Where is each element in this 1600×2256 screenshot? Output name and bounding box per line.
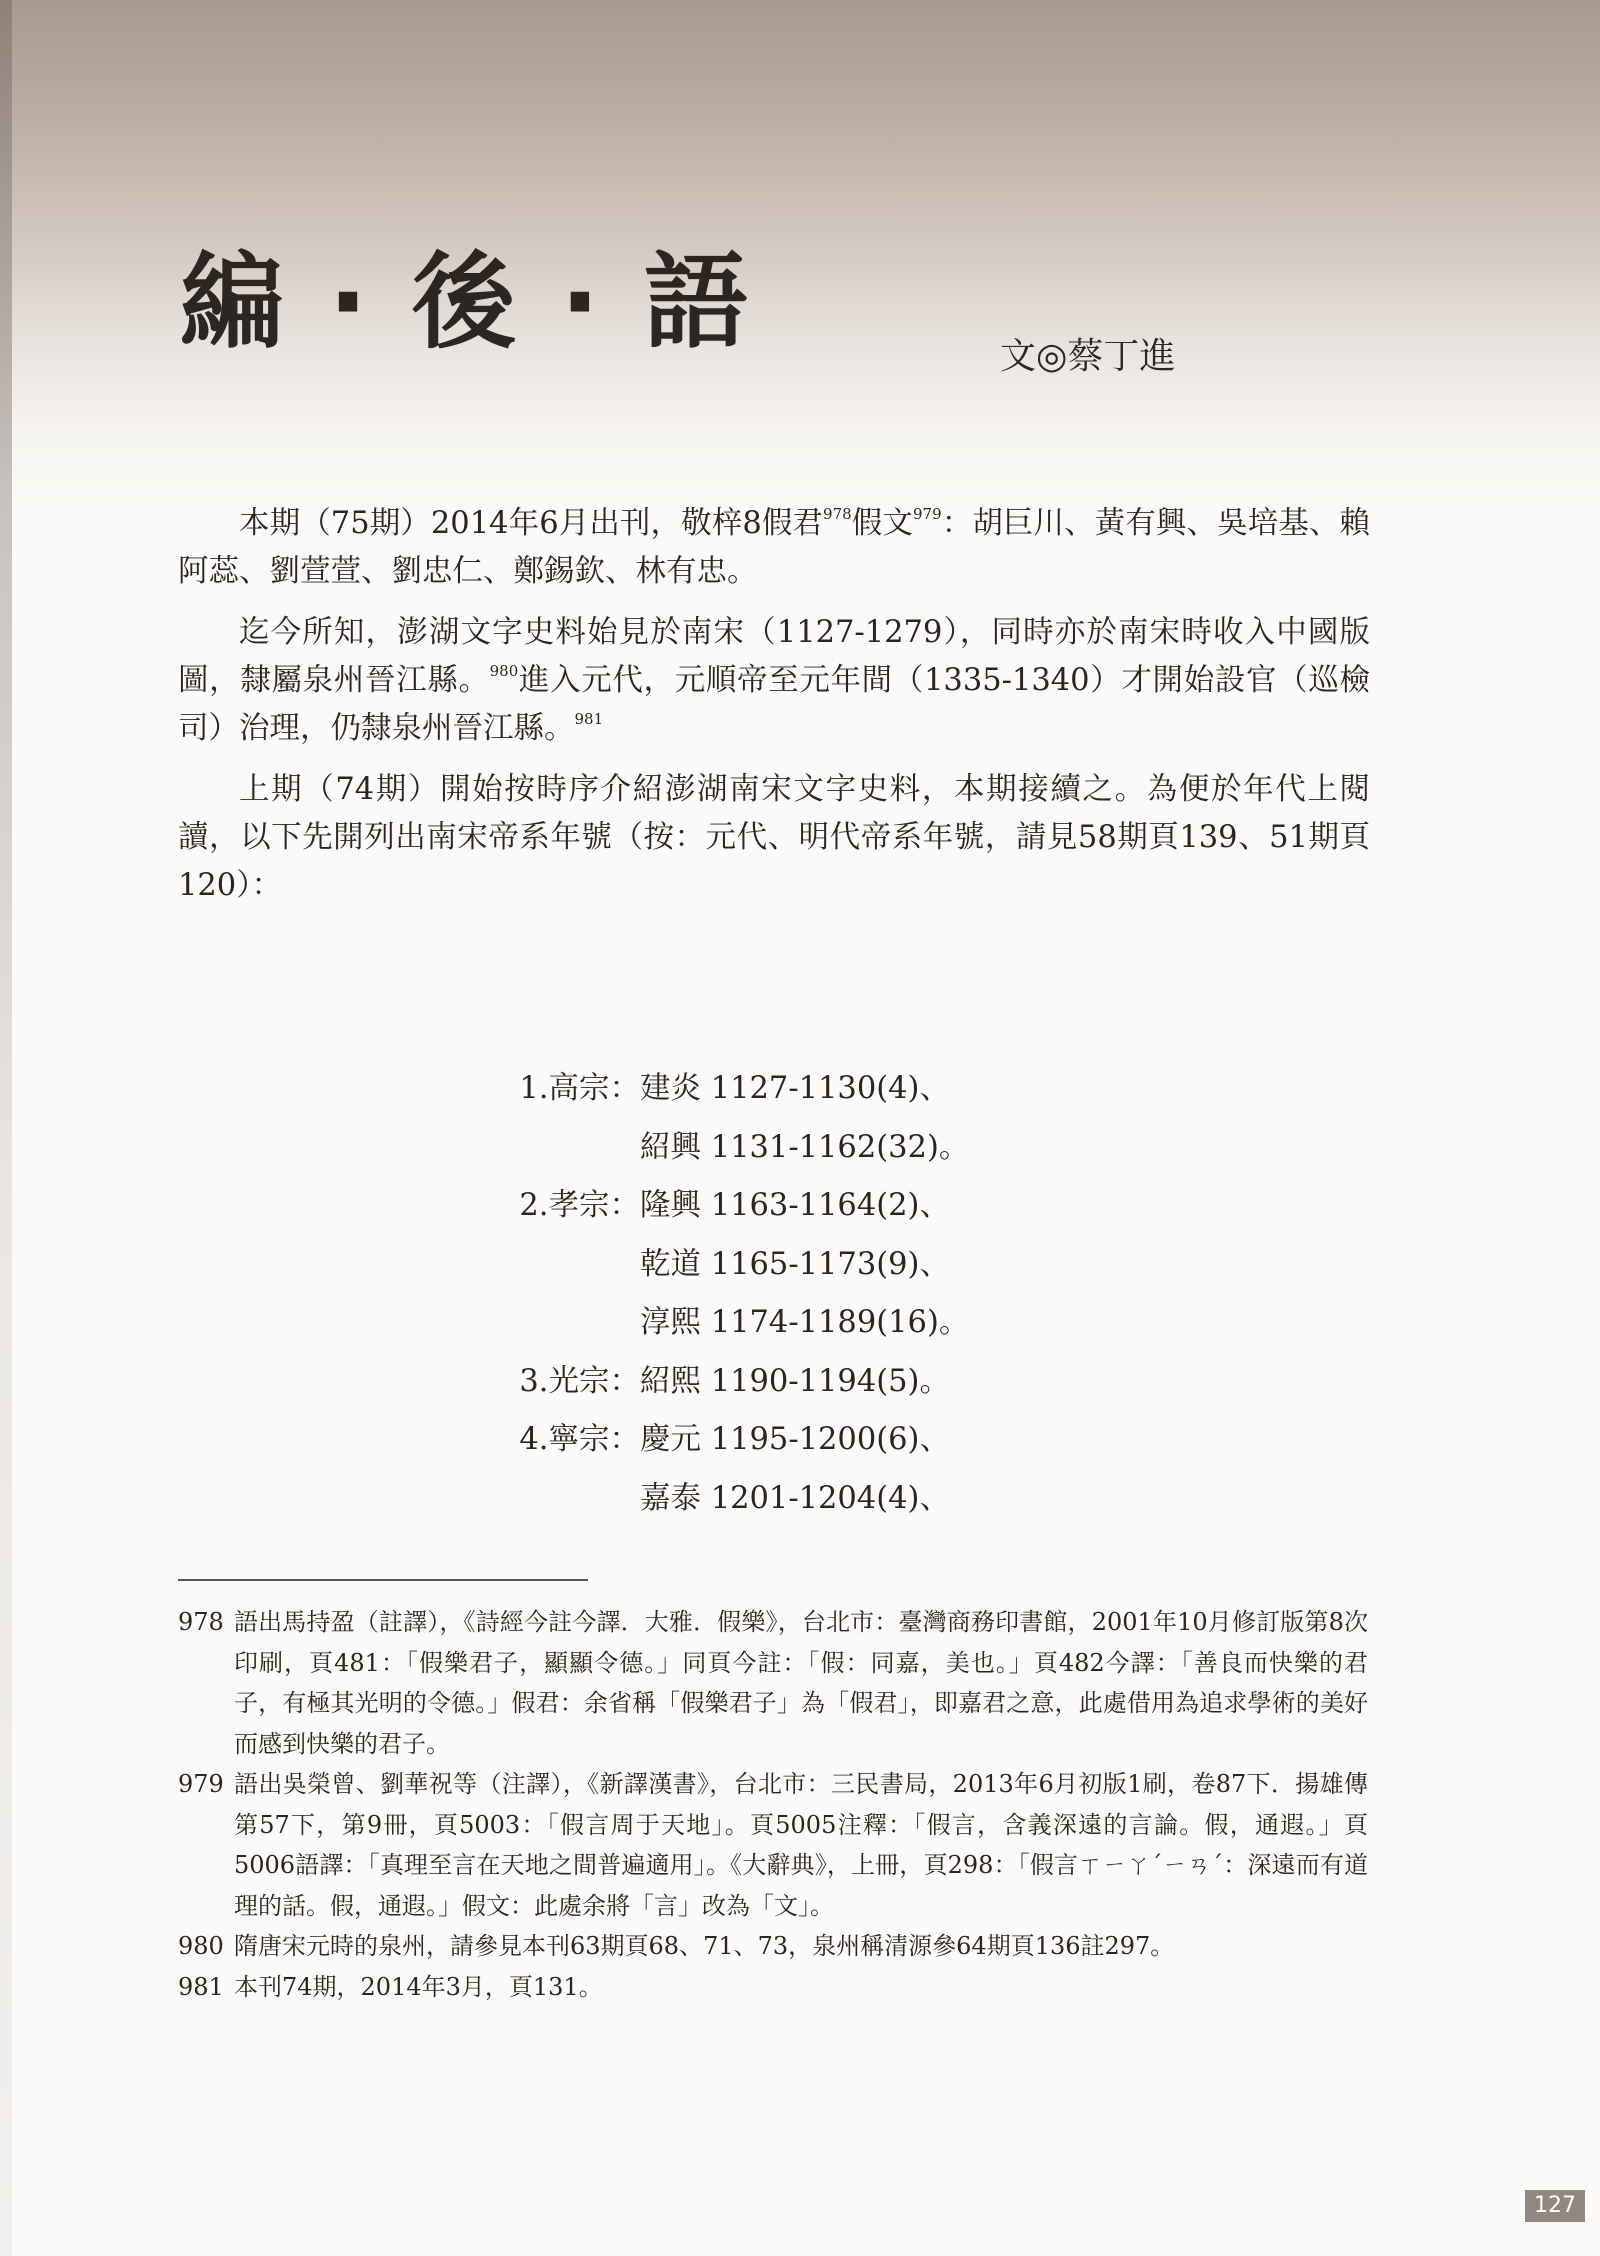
emperor-label: 1.高宗： [519,1071,640,1106]
era-entry: 淳熙 1174-1189(16)。 [640,1305,970,1340]
era-entry: 紹熙 1190-1194(5)。 [640,1363,950,1399]
footnote-text: 語出馬持盈（註譯），《詩經今註今譯．大雅．假樂》，台北市：臺灣商務印書館，2001年10月修訂版第8次印刷，頁481：「假樂君子，顯顯令德。」同頁今註：「假：同嘉，美也。」頁482今譯：「善良而快樂的君子，有極其光明的令德。」假君：余省稱「假樂君子」為「假君」，即嘉君之意，此處借用為追求學術的美好而感到快樂的君子。 [234,1608,1368,1758]
footnote-979 [178,1764,1368,1926]
reign-row [500,1060,969,1119]
footnote-number: 981 [178,1972,224,2001]
footnote-number: 980 [178,1932,224,1960]
era-entry: 紹興 1131-1162(32)。 [640,1129,970,1165]
reign-row [500,1470,969,1529]
emperor-label [500,1294,640,1353]
reign-list [500,1060,969,1528]
emperor-label [500,1119,640,1178]
page-title: 編 · 後 · 語 [180,241,752,363]
reign-row [500,1294,969,1353]
footnote-number: 979 [178,1770,224,1798]
reign-row [500,1353,969,1412]
footnote-ref-981: 981 [574,710,604,728]
emperor-label [500,1236,640,1295]
footnote-text: 本刊74期，2014年3月，頁131。 [234,1972,603,2001]
reign-row [500,1411,969,1470]
footnote-ref-978: 978 [823,505,852,523]
paragraph-3: 上期（74期）開始按時序介紹澎湖南宋文字史料，本期接續之。為便於年代上閱讀，以下先開列出南宋帝系年號（按：元代、明代帝系年號，請見58期頁139、51期頁120）： [178,772,1370,903]
footnotes [178,1602,1368,2007]
author-byline: 文◎蔡丁進 [1000,336,1176,377]
emperor-label [500,1470,640,1529]
emperor-label: 3.光宗： [519,1363,640,1399]
reign-row [500,1119,969,1178]
era-entry: 慶元 1195-1200(6)、 [640,1422,950,1457]
footnote-980 [178,1926,1368,1967]
reign-row [500,1236,969,1295]
body-text [178,500,1370,923]
paragraph-1: 本期（75期）2014年6月出刊，敬梓8假君$^{978}$假文$^{979}$：胡巨川、黃有興、吳培基、賴阿蕊、劉萱萱、劉忠仁、鄭錫欽、林有忠。 [178,505,1371,589]
footnote-ref-980: 980 [489,662,519,680]
footnote-978 [178,1602,1368,1764]
footnote-text: 語出吳榮曾、劉華祝等（注譯），《新譯漢書》，台北市：三民書局，2013年6月初版1刷，卷87下．揚雄傳第57下，第9冊，頁5003：「假言周于天地」。頁5005注釋：「假言，含義深遠的言論。假，通遐。」頁5006語譯：「真理至言在天地之間普遍適用」。《大辭典》，上冊，頁298：「假言ㄒㄧㄚˊㄧㄢˊ：深遠而有道理的話。假，通遐。」假文：此處余將「言」改為「文」。 [234,1770,1368,1920]
page-number: 127 [1525,2190,1585,2222]
era-entry: 乾道 1165-1173(9)、 [640,1246,950,1282]
footnote-divider [178,1579,588,1581]
reign-row [500,1177,969,1236]
era-entry: 嘉泰 1201-1204(4)、 [640,1480,950,1516]
footnote-number: 978 [178,1608,224,1636]
era-entry: 隆興 1163-1164(2)、 [640,1188,950,1223]
emperor-label: 2.孝宗： [519,1188,640,1223]
footnote-ref-979: 979 [912,505,942,523]
era-entry: 建炎 1127-1130(4)、 [640,1071,950,1106]
emperor-label: 4.寧宗： [519,1422,640,1457]
paragraph-2: 迄今所知，澎湖文字史料始見於南宋（1127-1279），同時亦於南宋時收入中國版圖，隸屬泉州晉江縣。$^{980}$進入元代，元順帝至元年間（1335-1340）才開始設官（巡檢司）治理，仍隸泉州晉江縣。$^{981}$ [178,615,1370,746]
binding-shadow [0,0,12,2256]
footnote-981 [178,1967,1368,2008]
footnote-text: 隋唐宋元時的泉州，請參見本刊63期頁68、71、73，泉州稱清源參64期頁136註297。 [234,1932,1175,1960]
